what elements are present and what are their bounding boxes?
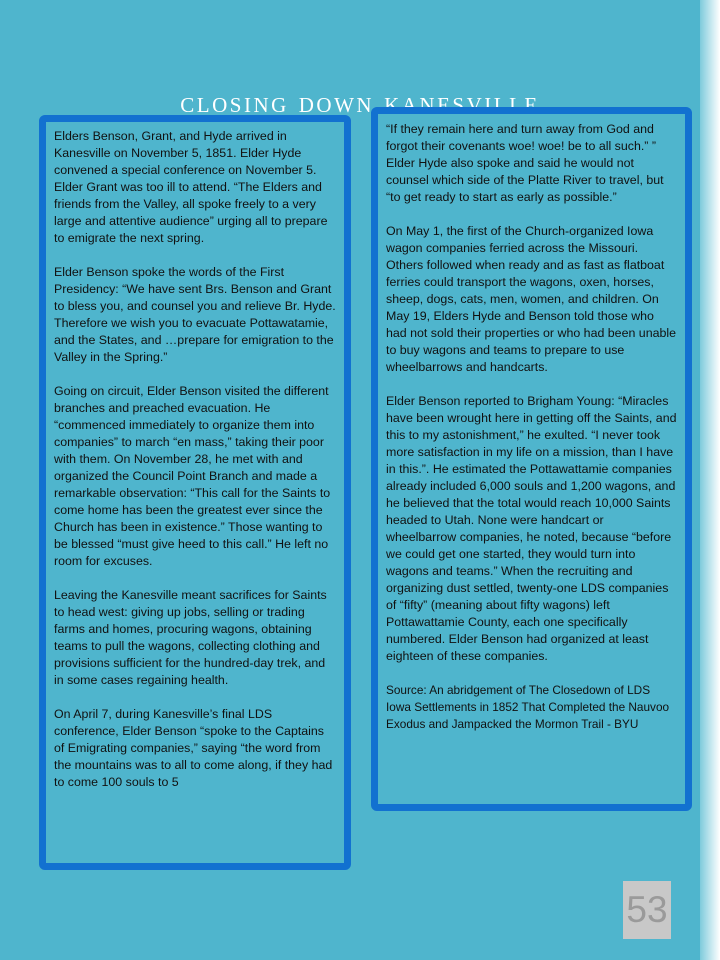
left-paragraph-1: Elders Benson, Grant, and Hyde arrived in Kanesville on November 5, 1851. Elder Hyde convened a special conference on November 5. Elder Grant was too ill to attend. “The Elders and friends from the Valley, all spoke freely to a very large and attentive audience” urging all to prepare to emigrate the next spring. <box>54 129 328 245</box>
left-paragraph-4: Leaving the Kanesville meant sacrifices for Saints to head west: giving up jobs, selling or trading farms and homes, procuring wagons, obtaining teams to pull the wagons, collecting clothing and provisions sufficient for the hundred-day trek, and in some cases regaining health. <box>54 588 327 687</box>
right-text-panel <box>371 107 692 811</box>
right-paragraph-3: Elder Benson reported to Brigham Young: “Miracles have been wrought here in getting off the Saints, and this to my astonishment,” he exulted. “I never took more satisfaction in my life on a mission, than I have in this.”. He estimated the Pottawattamie companies already included 6,000 souls and 1,200 wagons, and he believed that the total would reach 10,000 Saints headed to Utah. None were handcart or wheelbarrow companies, he noted, because “before we could get one started, they would turn into wagons and teams.” When the recruiting and organizing dust settled, twenty-one LDS companies of “fifty” (meaning about fifty wagons) left Pottawattamie County, each one specifically numbered. Elder Benson had organized at least eighteen of these companies. <box>386 394 677 663</box>
source-citation: Source: An abridgement of The Closedown of LDS Iowa Settlements in 1852 That Completed the Nauvoo Exodus and Jampacked the Mormon Trail - BYU <box>386 683 670 731</box>
right-paragraph-2: On May 1, the first of the Church-organized Iowa wagon companies ferried across the Missouri. Others followed when ready and as fast as flatboat ferries could transport the wagons, oxen, horses, sheep, dogs, cats, men, women, and children. On May 19, Elders Hyde and Benson told those who had not sold their properties or who had been unable to buy wagons and teams to prepare to use wheelbarrows and handcarts. <box>386 224 677 374</box>
left-text-panel <box>39 115 351 870</box>
page-title: closing down kanesville <box>180 86 540 120</box>
right-paragraph-1: “If they remain here and turn away from God and forgot their covenants woe! woe! be to all such.” ” Elder Hyde also spoke and said he would not counsel which side of the Platte River to travel, but “to get ready to start as early as possible.” <box>386 122 664 204</box>
left-paragraph-5: On April 7, during Kanesville’s final LDS conference, Elder Benson “spoke to the Captains of Emigrating companies,” saying “the word from the mountains was to all to come along, if they had to come 100 souls to 5 <box>54 707 333 789</box>
left-paragraph-3: Going on circuit, Elder Benson visited the different branches and preached evacuation. He “commenced immediately to organize them into companies” to march “en mass,” taking their poor with them. On November 28, he met with and organized the Council Point Branch and made a remarkable observation: “This call for the Saints to come home has been the greatest ever since the Church has been in existence.” Those wanting to be blessed “must give heed to this call.” He left no room for excuses. <box>54 384 331 568</box>
left-paragraph-2: Elder Benson spoke the words of the First Presidency: “We have sent Brs. Benson and Grant to bless you, and counsel you and relieve Br. Hyde. Therefore we wish you to evacuate Pottawatamie, and the States, and …prepare for emigration to the Valley in the Spring.” <box>54 265 336 364</box>
page-number: 53 <box>623 881 671 939</box>
page-edge-strip <box>700 0 720 960</box>
